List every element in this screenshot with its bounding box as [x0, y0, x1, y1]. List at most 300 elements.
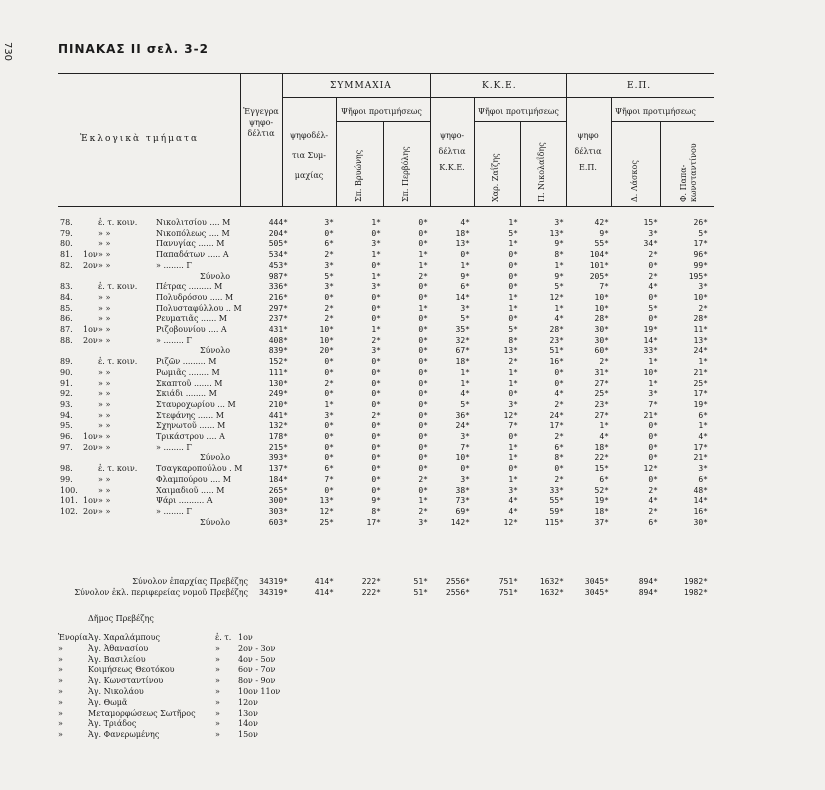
- cell-value: 1*: [508, 239, 518, 249]
- cell-value: 31*: [594, 367, 609, 377]
- cell-value: 0*: [508, 271, 518, 281]
- table-row: [0, 400, 825, 411]
- cell-value: 534*: [268, 250, 288, 260]
- cell-value: 10*: [693, 292, 708, 302]
- row-number: 90.: [60, 367, 73, 377]
- cell-value: 2*: [648, 271, 658, 281]
- cell-value: 0*: [648, 292, 658, 302]
- cell-value: 5*: [698, 228, 708, 238]
- cell-value: 3*: [554, 218, 564, 227]
- cell-value: 96*: [693, 250, 708, 260]
- row-kind: » »: [98, 399, 111, 409]
- parish-ditto: »: [215, 654, 220, 664]
- cell-value: 0*: [371, 389, 381, 399]
- cell-value: 9*: [554, 271, 564, 281]
- parish-heading: Δῆμος Πρεβέζης: [88, 614, 154, 623]
- cell-value: 8*: [371, 506, 381, 516]
- row-part: 1ον: [83, 432, 98, 441]
- cell-value: 3*: [460, 474, 470, 484]
- row-kind: » »: [98, 378, 111, 388]
- cell-value: 16*: [549, 357, 564, 367]
- col-divider: [336, 97, 337, 206]
- cell-value: 0*: [371, 485, 381, 495]
- cell-value: 30*: [594, 335, 609, 345]
- parish-ditto: »: [215, 687, 220, 696]
- total-value: 1632*: [539, 577, 564, 586]
- pref-votes-ep: Ψῆφοι προτιμήσεως: [615, 107, 696, 116]
- ballots-header-line: ψηφο-: [439, 131, 465, 140]
- cell-value: 249*: [268, 389, 288, 399]
- row-kind: » »: [98, 432, 111, 441]
- cell-value: 1*: [324, 399, 334, 409]
- total-value: 414*: [314, 588, 334, 597]
- cell-value: 10*: [319, 325, 334, 334]
- cell-value: 33*: [643, 346, 658, 356]
- cell-value: 34*: [643, 239, 658, 249]
- cell-value: 3*: [508, 399, 518, 409]
- row-number: 102.: [60, 506, 78, 516]
- cell-value: 2*: [324, 303, 334, 313]
- parish-name: Ἁγ. Φανερωμένης: [88, 730, 160, 740]
- col-divider: [240, 73, 241, 206]
- row-name: Τρικάστρου .... Α: [156, 432, 225, 441]
- cell-value: 18*: [455, 357, 470, 367]
- subtotal-row: [0, 272, 825, 283]
- cell-value: 115*: [544, 517, 564, 527]
- cell-value: 137*: [268, 464, 288, 474]
- cell-value: 33*: [549, 485, 564, 495]
- cell-value: 17*: [693, 389, 708, 399]
- ballots-header-line: δέλτια: [438, 147, 466, 156]
- cell-value: 25*: [693, 378, 708, 388]
- cell-value: 27*: [594, 410, 609, 420]
- cell-value: 0*: [324, 442, 334, 452]
- total-value: 894*: [638, 577, 658, 586]
- cell-value: 30*: [594, 325, 609, 334]
- table-row: [0, 250, 825, 261]
- table-row: [0, 464, 825, 475]
- row-kind: » »: [98, 260, 111, 270]
- cell-value: 0*: [418, 442, 428, 452]
- cell-value: 987*: [268, 271, 288, 281]
- cell-value: 19*: [693, 399, 708, 409]
- cell-value: 9*: [554, 239, 564, 249]
- row-kind: » »: [98, 410, 111, 420]
- cell-value: 0*: [418, 421, 428, 431]
- row-name: Τσαγκαροπούλου . Μ: [156, 464, 243, 474]
- table-row: [0, 389, 825, 400]
- cell-value: 0*: [418, 399, 428, 409]
- cell-value: 1*: [371, 325, 381, 334]
- row-number: 87.: [60, 325, 73, 334]
- total-value: 894*: [638, 588, 658, 597]
- row-name: Ψάρι .......... Α: [156, 496, 213, 506]
- cell-value: 11*: [693, 325, 708, 334]
- total-value: 34319*: [259, 588, 288, 597]
- parish-name: Μεταμορφώσεως Σωτῆρος: [88, 708, 196, 718]
- cell-value: 73*: [455, 496, 470, 506]
- row-kind: » »: [98, 496, 111, 506]
- cell-value: 0*: [554, 378, 564, 388]
- cell-value: 839*: [268, 346, 288, 356]
- cell-value: 1*: [508, 303, 518, 313]
- cell-value: 7*: [599, 282, 609, 292]
- cell-value: 12*: [503, 410, 518, 420]
- cell-value: 0*: [371, 442, 381, 452]
- row-part: 1ον: [83, 496, 98, 506]
- cell-value: 3*: [324, 282, 334, 292]
- cell-value: 10*: [594, 292, 609, 302]
- cell-value: 20*: [319, 346, 334, 356]
- parish-prefix: »: [58, 676, 63, 686]
- cell-value: 0*: [554, 367, 564, 377]
- cell-value: 12*: [319, 506, 334, 516]
- cell-value: 2*: [698, 303, 708, 313]
- row-number: 89.: [60, 357, 73, 367]
- cell-value: 444*: [268, 218, 288, 227]
- table-row: [0, 282, 825, 293]
- cell-value: 1*: [371, 250, 381, 260]
- cell-value: 15*: [594, 464, 609, 474]
- row-number: 101.: [60, 496, 78, 506]
- cell-value: 2*: [418, 474, 428, 484]
- cell-value: 300*: [268, 496, 288, 506]
- subtotal-row: [0, 453, 825, 464]
- cell-value: 6*: [554, 442, 564, 452]
- cell-value: 60*: [594, 346, 609, 356]
- cell-value: 10*: [455, 453, 470, 463]
- cell-value: 2*: [324, 250, 334, 260]
- parish-prefix: »: [58, 708, 63, 718]
- cell-value: 13*: [549, 228, 564, 238]
- cell-value: 408*: [268, 335, 288, 345]
- cell-value: 0*: [648, 314, 658, 324]
- cell-value: 132*: [268, 421, 288, 431]
- cell-value: 6*: [698, 474, 708, 484]
- cell-value: 1*: [698, 421, 708, 431]
- cell-value: 0*: [418, 453, 428, 463]
- parish-name: Ἁγ. Θωμᾶ: [88, 697, 128, 707]
- row-kind: » »: [98, 228, 111, 238]
- cell-value: 51*: [549, 346, 564, 356]
- cell-value: 3*: [324, 410, 334, 420]
- table-row: [0, 507, 825, 518]
- row-number: 96.: [60, 432, 73, 441]
- table-row: [0, 432, 825, 443]
- cell-value: 1*: [508, 474, 518, 484]
- cell-value: 10*: [643, 367, 658, 377]
- row-name: Σύνολο: [200, 453, 231, 463]
- cell-value: 1*: [460, 260, 470, 270]
- cell-value: 1*: [554, 303, 564, 313]
- table-row: [0, 475, 825, 486]
- cell-value: 2*: [554, 474, 564, 484]
- parish-name: Ἁγ. Κωνσταντίνου: [88, 676, 164, 686]
- cell-value: 195*: [688, 271, 708, 281]
- cell-value: 3*: [418, 517, 428, 527]
- cell-value: 0*: [648, 421, 658, 431]
- row-name: Πέτρας ......... Μ: [156, 282, 223, 292]
- cell-value: 9*: [371, 496, 381, 506]
- cell-value: 1*: [554, 260, 564, 270]
- parish-sections: 12ον: [238, 697, 258, 707]
- row-name: » ........ Γ: [156, 506, 192, 516]
- table-row: [0, 336, 825, 347]
- row-kind: ἐ. τ. κοιν.: [98, 218, 138, 227]
- candidate-header: Σπ. Περβόλης: [401, 146, 410, 202]
- cell-value: 5*: [648, 303, 658, 313]
- parish-sections: 13ον: [238, 708, 258, 718]
- cell-value: 0*: [460, 464, 470, 474]
- total-value: 51*: [413, 588, 428, 597]
- cell-value: 152*: [268, 357, 288, 367]
- cell-value: 5*: [324, 271, 334, 281]
- parish-sections: 2ον - 3ον: [238, 643, 276, 653]
- cell-value: 6*: [324, 464, 334, 474]
- cell-value: 2*: [648, 506, 658, 516]
- ballots-header-line: ψηφοδέλ-: [289, 131, 329, 140]
- col-divider: [430, 73, 431, 206]
- candidate-header: Χαρ. Ζαΐζης: [491, 153, 500, 202]
- cell-value: 4*: [698, 432, 708, 441]
- cell-value: 6*: [324, 239, 334, 249]
- total-row: [0, 577, 825, 588]
- row-kind: » »: [98, 250, 111, 260]
- row-number: 83.: [60, 282, 73, 292]
- total-row: [0, 588, 825, 599]
- cell-value: 142*: [450, 517, 470, 527]
- table-row: [0, 293, 825, 304]
- row-number: 88.: [60, 335, 73, 345]
- row-name: Ριζοβουνίου .... Α: [156, 325, 227, 334]
- cell-value: 0*: [418, 389, 428, 399]
- cell-value: 35*: [455, 325, 470, 334]
- group-ep: Ε.Π.: [627, 81, 652, 91]
- ballots-header-line: Κ.Κ.Ε.: [439, 163, 465, 172]
- cell-value: 184*: [268, 474, 288, 484]
- col-divider: [474, 97, 475, 206]
- row-number: 91.: [60, 378, 73, 388]
- table-row: [0, 443, 825, 454]
- cell-value: 1*: [418, 250, 428, 260]
- registered-header-line: ψηφο-: [248, 118, 274, 127]
- parish-prefix: »: [58, 665, 63, 675]
- cell-value: 0*: [371, 421, 381, 431]
- cell-value: 441*: [268, 410, 288, 420]
- cell-value: 99*: [693, 260, 708, 270]
- cell-value: 7*: [508, 421, 518, 431]
- cell-value: 3*: [324, 260, 334, 270]
- row-number: 86.: [60, 314, 73, 324]
- row-kind: » »: [98, 389, 111, 399]
- cell-value: 0*: [371, 464, 381, 474]
- cell-value: 4*: [554, 389, 564, 399]
- col-divider: [566, 73, 567, 206]
- parish-name: Ἁγ. Νικολάου: [88, 687, 144, 696]
- cell-value: 14*: [455, 292, 470, 302]
- cell-value: 265*: [268, 485, 288, 495]
- cell-value: 28*: [693, 314, 708, 324]
- group-symmaxia: ΣΥΜΜΑΧΙΑ: [330, 81, 392, 91]
- parish-sections: 14ον: [238, 719, 258, 729]
- row-kind: ἐ. τ. κοιν.: [98, 357, 138, 367]
- header-top-rule: [58, 73, 714, 74]
- cell-value: 4*: [648, 496, 658, 506]
- cell-value: 0*: [324, 453, 334, 463]
- cell-value: 32*: [455, 335, 470, 345]
- cell-value: 0*: [418, 228, 428, 238]
- row-name: Ρωμιᾶς ........ Μ: [156, 367, 220, 377]
- row-number: 82.: [60, 260, 73, 270]
- cell-value: 0*: [418, 314, 428, 324]
- cell-value: 12*: [503, 517, 518, 527]
- parish-ditto: ἐ. τ.: [215, 633, 232, 642]
- cell-value: 297*: [268, 303, 288, 313]
- row-kind: » »: [98, 314, 111, 324]
- total-value: 3045*: [584, 577, 609, 586]
- cell-value: 17*: [366, 517, 381, 527]
- cell-value: 24*: [455, 421, 470, 431]
- cell-value: 178*: [268, 432, 288, 441]
- cell-value: 215*: [268, 442, 288, 452]
- cell-value: 0*: [648, 442, 658, 452]
- cell-value: 2*: [648, 250, 658, 260]
- cell-value: 1*: [371, 218, 381, 227]
- cell-value: 55*: [594, 239, 609, 249]
- cell-value: 55*: [549, 496, 564, 506]
- table-row: [0, 229, 825, 240]
- parish-name: Ἁγ. Τριάδος: [88, 719, 137, 729]
- row-part: 2ον: [83, 335, 98, 345]
- cell-value: 0*: [324, 228, 334, 238]
- cell-value: 12*: [643, 464, 658, 474]
- cell-value: 210*: [268, 399, 288, 409]
- registered-header-line: δέλτια: [247, 129, 275, 138]
- cell-value: 431*: [268, 325, 288, 334]
- cell-value: 10*: [319, 335, 334, 345]
- parish-sections: 8ον - 9ον: [238, 676, 276, 686]
- registered-header: [242, 106, 280, 139]
- total-value: 51*: [413, 577, 428, 586]
- cell-value: 8*: [554, 250, 564, 260]
- cell-value: 0*: [648, 260, 658, 270]
- parish-name: Ἁγ. Ἀθανασίου: [88, 643, 149, 653]
- total-value: 3045*: [584, 588, 609, 597]
- parish-prefix: »: [58, 654, 63, 664]
- cell-value: 0*: [371, 399, 381, 409]
- cell-value: 23*: [594, 399, 609, 409]
- candidate-header: Σπ. Βρυώνης: [354, 149, 363, 202]
- table-row: [0, 357, 825, 368]
- cell-value: 7*: [460, 442, 470, 452]
- parish-prefix: Ἐνορία: [58, 633, 88, 642]
- cell-value: 59*: [549, 506, 564, 516]
- parish-ditto: »: [215, 730, 220, 740]
- row-number: 98.: [60, 464, 73, 474]
- cell-value: 3*: [648, 389, 658, 399]
- row-name: Σύνολο: [200, 517, 231, 527]
- cell-value: 101*: [589, 260, 609, 270]
- cell-value: 0*: [508, 250, 518, 260]
- row-kind: » »: [98, 506, 111, 516]
- row-name: Σταυροχωρίου ... Μ: [156, 399, 236, 409]
- row-name: Παπαδάτων ..... Α: [156, 250, 229, 260]
- col-divider: [383, 121, 384, 206]
- cell-value: 36*: [455, 410, 470, 420]
- cell-value: 0*: [371, 260, 381, 270]
- cell-value: 37*: [594, 517, 609, 527]
- row-name: Πολυσταφύλλου .. Μ: [156, 303, 242, 313]
- row-number: 100.: [60, 485, 78, 495]
- cell-value: 21*: [643, 410, 658, 420]
- row-kind: » »: [98, 335, 111, 345]
- cell-value: 19*: [643, 325, 658, 334]
- row-kind: » »: [98, 367, 111, 377]
- cell-value: 0*: [508, 260, 518, 270]
- cell-value: 1*: [418, 496, 428, 506]
- cell-value: 2*: [371, 335, 381, 345]
- parish-name: Ἁγ. Βασιλείου: [88, 654, 146, 664]
- row-kind: » »: [98, 421, 111, 431]
- row-kind: » »: [98, 474, 111, 484]
- parish-prefix: »: [58, 697, 63, 707]
- parish-sections: 6ον - 7ον: [238, 665, 276, 675]
- cell-value: 2*: [418, 271, 428, 281]
- parish-prefix: »: [58, 730, 63, 740]
- total-label: Σύνολον ἐπαρχίας Πρεβέζης: [132, 577, 248, 586]
- row-number: 99.: [60, 474, 73, 484]
- col-divider: [520, 121, 521, 206]
- cell-value: 3*: [698, 464, 708, 474]
- cell-value: 303*: [268, 506, 288, 516]
- cell-value: 3*: [648, 228, 658, 238]
- cell-value: 18*: [594, 442, 609, 452]
- row-kind: » »: [98, 239, 111, 249]
- row-kind: ἐ. τ. κοιν.: [98, 464, 138, 474]
- cell-value: 6*: [460, 282, 470, 292]
- row-name: Στεφάνης ...... Μ: [156, 410, 224, 420]
- cell-value: 4*: [508, 506, 518, 516]
- row-name: » ........ Γ: [156, 442, 192, 452]
- row-number: 81.: [60, 250, 73, 260]
- cell-value: 2*: [508, 357, 518, 367]
- cell-value: 4*: [460, 218, 470, 227]
- cell-value: 24*: [549, 410, 564, 420]
- cell-value: 2*: [554, 432, 564, 441]
- cell-value: 0*: [460, 250, 470, 260]
- cell-value: 0*: [371, 357, 381, 367]
- cell-value: 0*: [418, 239, 428, 249]
- parish-sections: 15ον: [238, 730, 258, 740]
- cell-value: 0*: [371, 474, 381, 484]
- row-name: Σύνολο: [200, 346, 231, 356]
- cell-value: 17*: [693, 239, 708, 249]
- cell-value: 336*: [268, 282, 288, 292]
- cell-value: 26*: [693, 218, 708, 227]
- row-name: Σύνολο: [200, 271, 231, 281]
- row-part: 1ον: [83, 250, 98, 260]
- cell-value: 19*: [594, 496, 609, 506]
- cell-value: 1*: [371, 271, 381, 281]
- cell-value: 25*: [594, 389, 609, 399]
- cell-value: 0*: [418, 357, 428, 367]
- cell-value: 0*: [418, 325, 428, 334]
- row-number: 78.: [60, 218, 73, 227]
- cell-value: 4*: [460, 389, 470, 399]
- cell-value: 0*: [371, 432, 381, 441]
- cell-value: 13*: [455, 239, 470, 249]
- cell-value: 1*: [508, 367, 518, 377]
